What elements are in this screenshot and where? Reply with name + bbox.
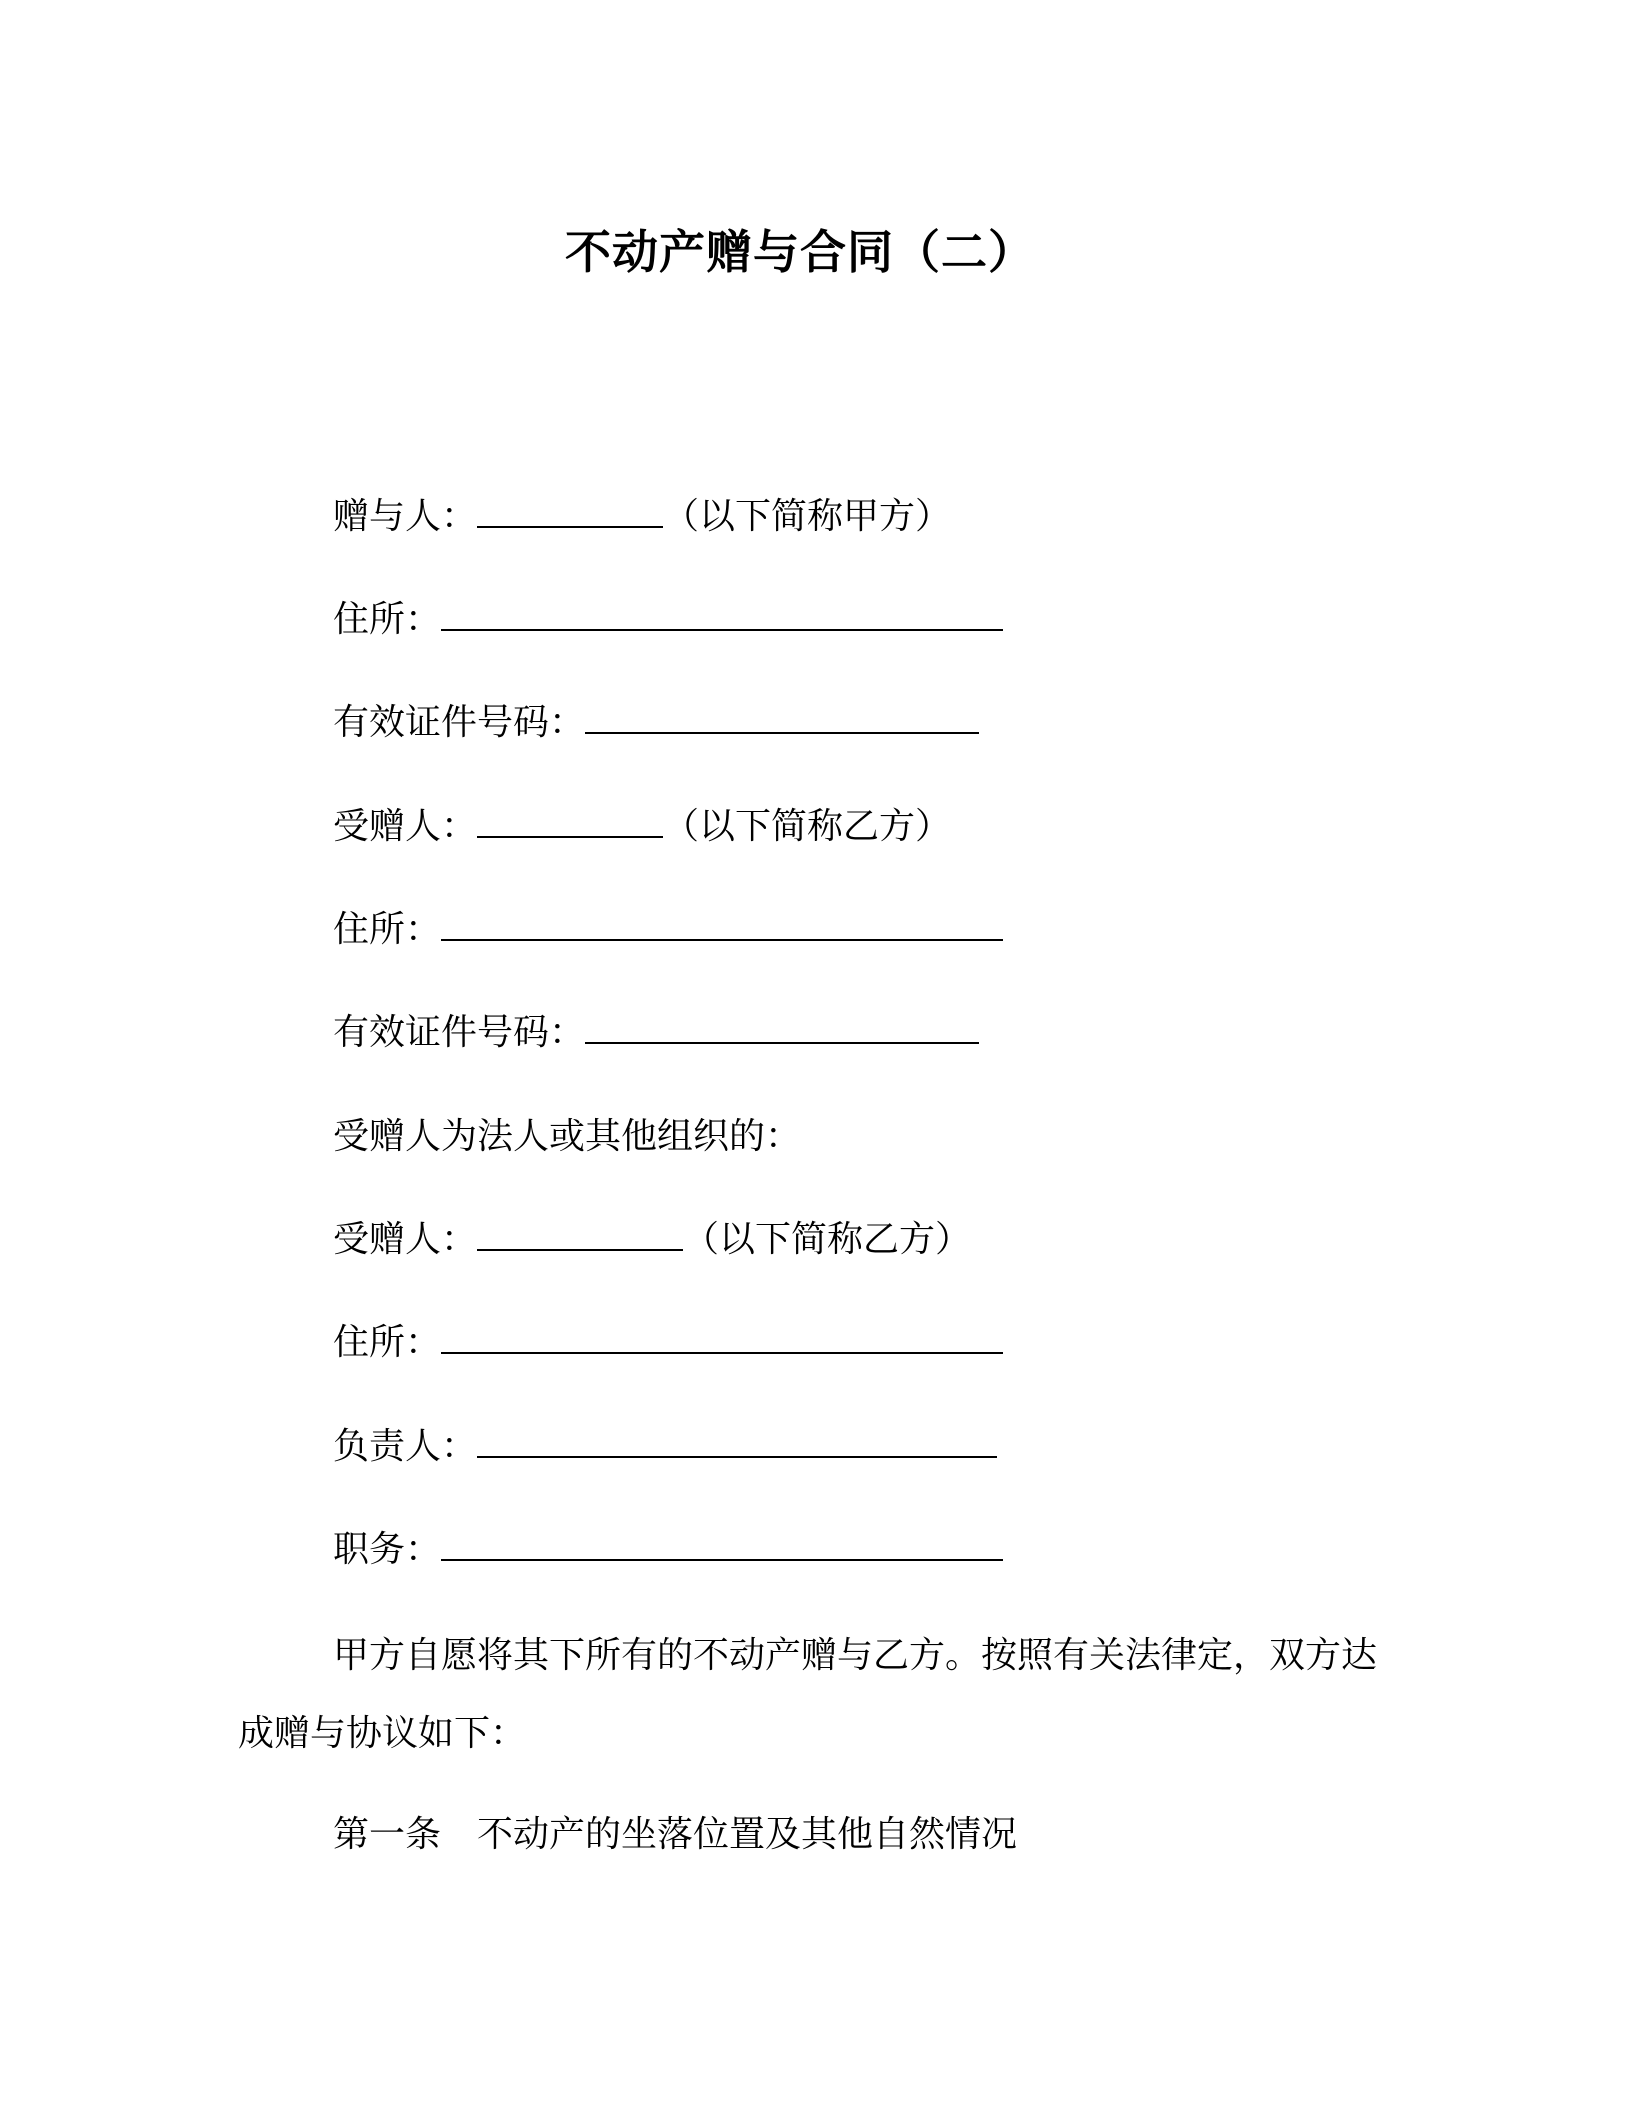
donee-address-line (333, 905, 1003, 955)
position-line (333, 1525, 1003, 1575)
donee-suffix: （以下简称乙方） (663, 806, 952, 847)
donee-address-label: 住所： (333, 909, 442, 950)
donor-id-label: 有效证件号码： (333, 702, 586, 743)
responsible-person-label: 负责人： (333, 1426, 478, 1467)
donee-address-blank[interactable] (441, 905, 1003, 941)
donor-id-line (333, 698, 979, 748)
donor-suffix: （以下简称甲方） (663, 496, 952, 537)
org-donee-label: 受赠人： (333, 1219, 478, 1260)
donor-address-label: 住所： (333, 599, 442, 640)
document-title: 不动产赠与合同（二） (565, 225, 1035, 279)
donor-label: 赠与人： (333, 496, 478, 537)
intro-paragraph: 甲方自愿将其下所有的不动产赠与乙方。按照有关法律定，双方达成赠与协议如下： (238, 1635, 1378, 1754)
donee-id-label: 有效证件号码： (333, 1012, 586, 1053)
donor-address-line (333, 595, 1003, 645)
org-donee-line (333, 1215, 971, 1265)
donee-name-blank[interactable] (477, 802, 663, 838)
org-address-label: 住所： (333, 1322, 442, 1363)
donee-id-blank[interactable] (585, 1008, 979, 1044)
org-donee-name-blank[interactable] (477, 1215, 683, 1251)
position-blank[interactable] (441, 1525, 1003, 1561)
organization-note-line (333, 1112, 801, 1162)
responsible-person-line (333, 1422, 997, 1472)
article-1-title: 不动产的坐落位置及其他自然情况 (477, 1814, 1018, 1855)
donor-id-blank[interactable] (585, 698, 979, 734)
article-1-number: 第一条 (333, 1814, 442, 1855)
org-donee-suffix: （以下简称乙方） (683, 1219, 972, 1260)
article-1-heading (333, 1810, 1017, 1860)
org-address-blank[interactable] (441, 1318, 1003, 1354)
position-label: 职务： (333, 1529, 442, 1570)
donor-address-blank[interactable] (441, 595, 1003, 631)
responsible-person-blank[interactable] (477, 1422, 997, 1458)
donee-line (333, 802, 951, 852)
donee-label: 受赠人： (333, 806, 478, 847)
donee-id-line (333, 1008, 979, 1058)
donor-line (333, 492, 951, 542)
donor-name-blank[interactable] (477, 492, 663, 528)
organization-note: 受赠人为法人或其他组织的： (333, 1116, 802, 1157)
org-address-line (333, 1318, 1003, 1368)
